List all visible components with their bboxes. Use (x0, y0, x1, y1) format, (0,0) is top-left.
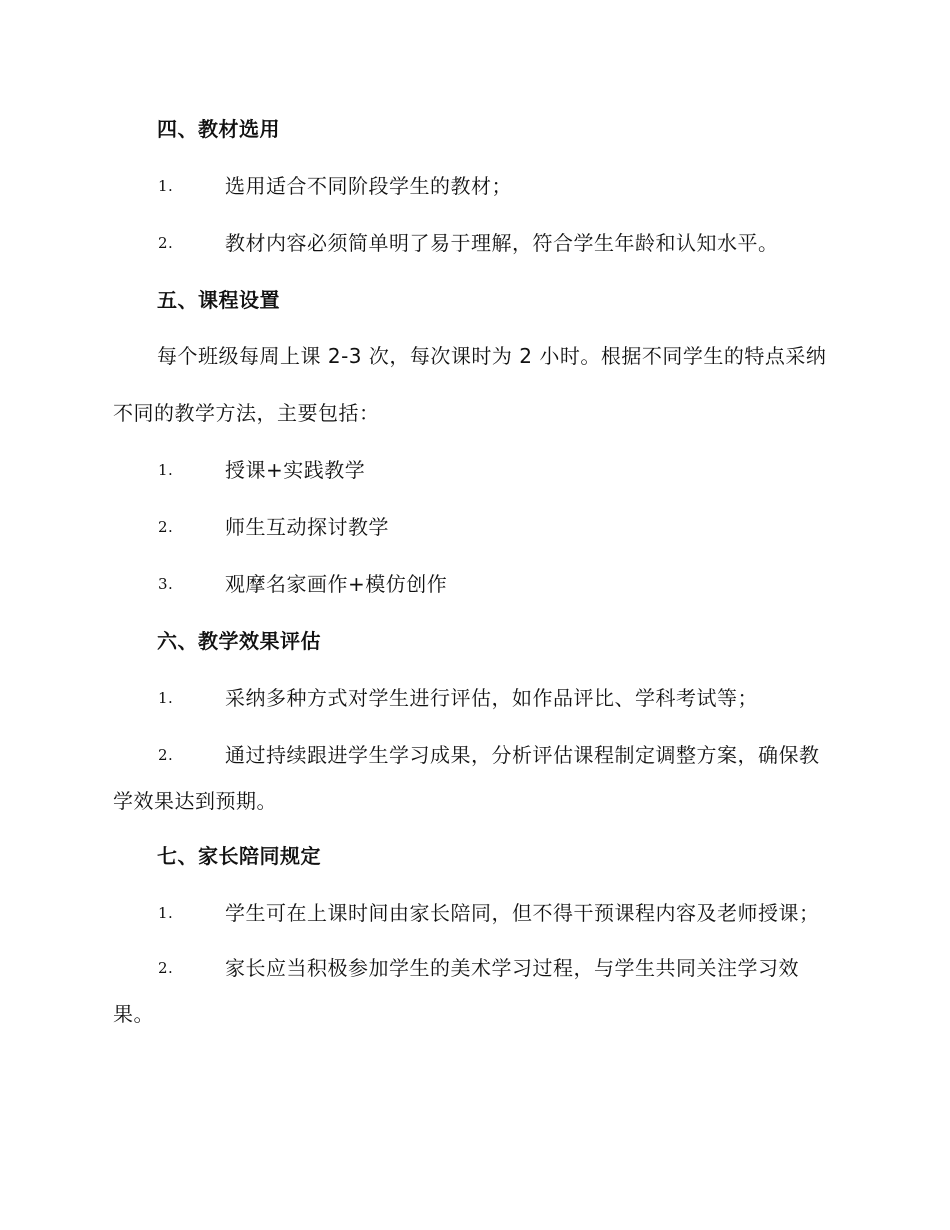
list-number: 2. (158, 959, 174, 977)
list-item (113, 510, 835, 544)
list-number: 1. (158, 177, 174, 195)
list-number: 2. (158, 234, 174, 252)
list-text: 观摩名家画作+模仿创作 (225, 572, 448, 596)
list-text: 学生可在上课时间由家长陪同，但不得干预课程内容及老师授课； (225, 901, 820, 925)
list-item (113, 567, 835, 601)
list-number: 1. (158, 904, 174, 922)
list-item (113, 169, 835, 203)
list-text: 选用适合不同阶段学生的教材； (225, 174, 512, 198)
list-text: 采纳多种方式对学生进行评估，如作品评比、学科考试等； (225, 686, 758, 710)
section-heading-evaluation: 六、教学效果评估 (157, 629, 321, 653)
list-text: 通过持续跟进学生学习成果，分析评估课程制定调整方案，确保教学效果达到预期。 (113, 743, 820, 813)
list-number: 3. (158, 575, 174, 593)
list-text: 师生互动探讨教学 (225, 515, 389, 539)
list-text: 教材内容必须简单明了易于理解，符合学生年龄和认知水平。 (225, 231, 779, 255)
list-text: 授课+实践教学 (225, 458, 366, 482)
list-item (113, 681, 835, 715)
list-number: 2. (158, 518, 174, 536)
list-number: 2. (158, 746, 174, 764)
list-text: 家长应当积极参加学生的美术学习过程，与学生共同关注学习效果。 (113, 956, 799, 1026)
document-content (113, 112, 835, 1052)
list-number: 1. (158, 689, 174, 707)
list-item (113, 453, 835, 487)
section-heading-parent-rules: 七、家长陪同规定 (157, 844, 321, 868)
list-item (113, 890, 835, 936)
body-paragraph: 每个班级每周上课 2-3 次，每次课时为 2 小时。根据不同学生的特点采纳不同的教学方法，主要包括： (113, 344, 827, 425)
list-item (113, 945, 835, 1037)
list-number: 1. (158, 461, 174, 479)
section-heading-course-setup: 五、课程设置 (157, 288, 280, 312)
list-item (113, 226, 835, 260)
section-heading-textbooks: 四、教材选用 (157, 117, 280, 141)
list-item (113, 732, 835, 824)
